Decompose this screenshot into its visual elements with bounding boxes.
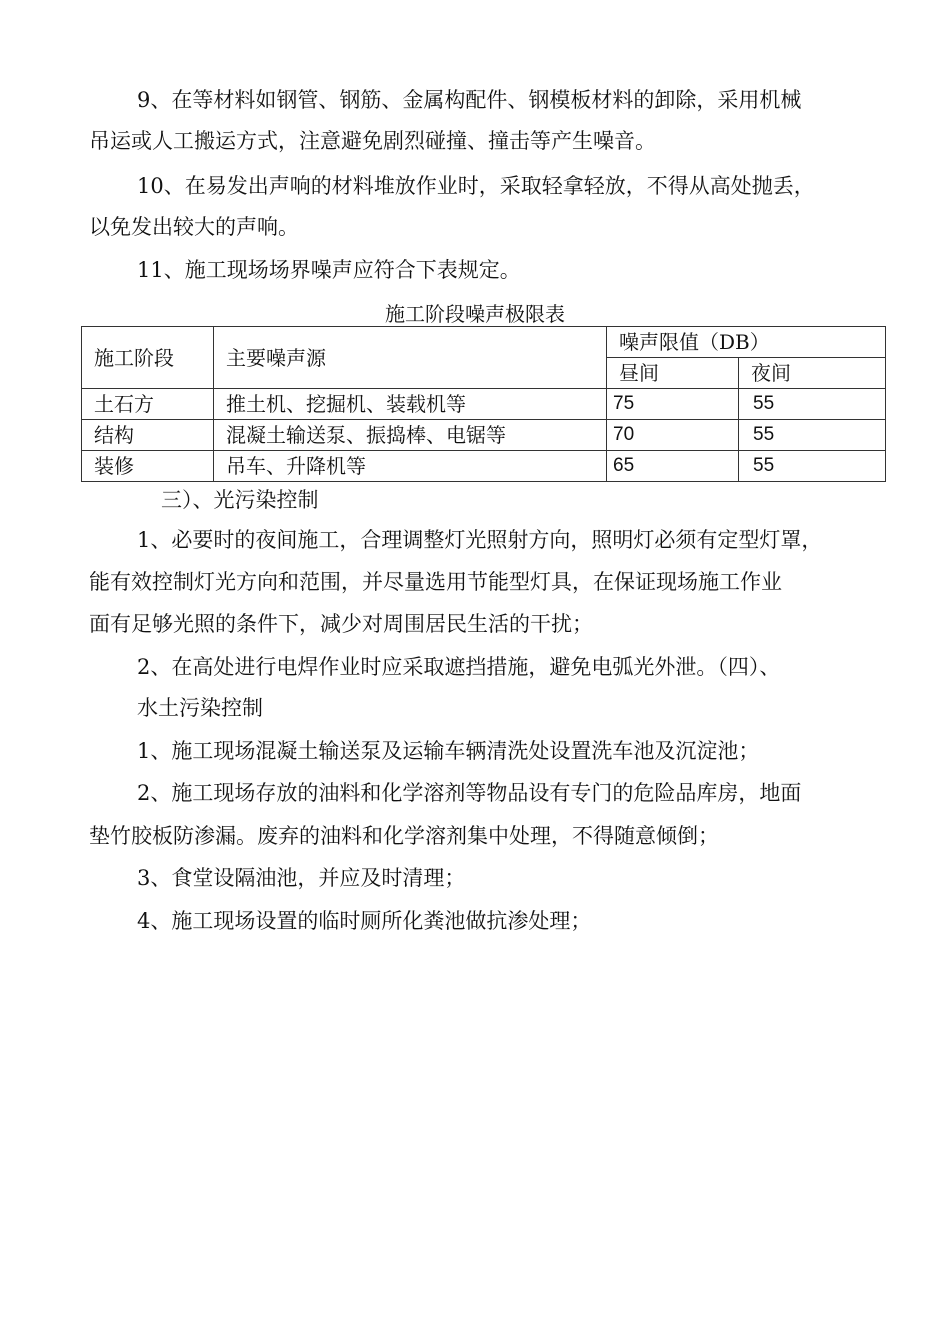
light-item-1-line-1: 1、必要时的夜间施工，合理调整灯光照射方向，照明灯必须有定型灯罩， [137, 528, 823, 552]
paragraph-9-line-1: 9、在等材料如钢管、钢筋、金属构配件、钢模板材料的卸除，采用机械 [137, 88, 802, 112]
cell-day: 65 [607, 451, 739, 482]
table-header-row [82, 327, 886, 358]
water-item-1: 1、施工现场混凝土输送泵及运输车辆清洗处设置洗车池及沉淀池； [137, 739, 760, 763]
water-item-2-line-2: 垫竹胶板防渗漏。废弃的油料和化学溶剂集中处理，不得随意倾倒； [89, 824, 719, 848]
section-heading-light-pollution: 三）、光污染控制 [161, 488, 319, 512]
header-night: 夜间 [739, 358, 886, 389]
water-item-2-line-1: 2、施工现场存放的油料和化学溶剂等物品设有专门的危险品库房，地面 [137, 781, 802, 805]
cell-day: 75 [607, 389, 739, 420]
header-stage: 施工阶段 [82, 327, 214, 389]
table-caption: 施工阶段噪声极限表 [385, 302, 565, 326]
cell-source: 吊车、升降机等 [214, 451, 607, 482]
cell-night: 55 [739, 420, 886, 451]
light-item-1-line-3: 面有足够光照的条件下，减少对周围居民生活的干扰； [89, 612, 593, 636]
noise-limit-table [81, 326, 886, 482]
water-item-4: 4、施工现场设置的临时厕所化粪池做抗渗处理； [137, 909, 592, 933]
header-day: 昼间 [607, 358, 739, 389]
paragraph-11: 11、施工现场场界噪声应符合下表规定。 [137, 258, 521, 282]
cell-stage: 装修 [82, 451, 214, 482]
cell-stage: 土石方 [82, 389, 214, 420]
light-item-2-line-1: 2、在高处进行电焊作业时应采取遮挡措施，避免电弧光外泄。（四）、 [137, 655, 781, 679]
cell-source: 混凝土输送泵、振捣棒、电锯等 [214, 420, 607, 451]
header-limit: 噪声限值（DB） [607, 327, 886, 358]
cell-stage: 结构 [82, 420, 214, 451]
paragraph-10-line-1: 10、在易发出声响的材料堆放作业时，采取轻拿轻放，不得从高处抛丢， [137, 174, 815, 198]
water-item-3: 3、食堂设隔油池，并应及时清理； [137, 866, 466, 890]
cell-source: 推土机、挖掘机、装载机等 [214, 389, 607, 420]
paragraph-10-line-2: 以免发出较大的声响。 [89, 215, 299, 239]
cell-night: 55 [739, 451, 886, 482]
cell-night: 55 [739, 389, 886, 420]
table-row [82, 420, 886, 451]
paragraph-9-line-2: 吊运或人工搬运方式，注意避免剧烈碰撞、撞击等产生噪音。 [89, 129, 656, 153]
table-row [82, 451, 886, 482]
light-item-1-line-2: 能有效控制灯光方向和范围，并尽量选用节能型灯具，在保证现场施工作业 [89, 570, 782, 594]
cell-day: 70 [607, 420, 739, 451]
section-heading-water-soil: 水土污染控制 [137, 696, 263, 720]
header-source: 主要噪声源 [214, 327, 607, 389]
table-row [82, 389, 886, 420]
